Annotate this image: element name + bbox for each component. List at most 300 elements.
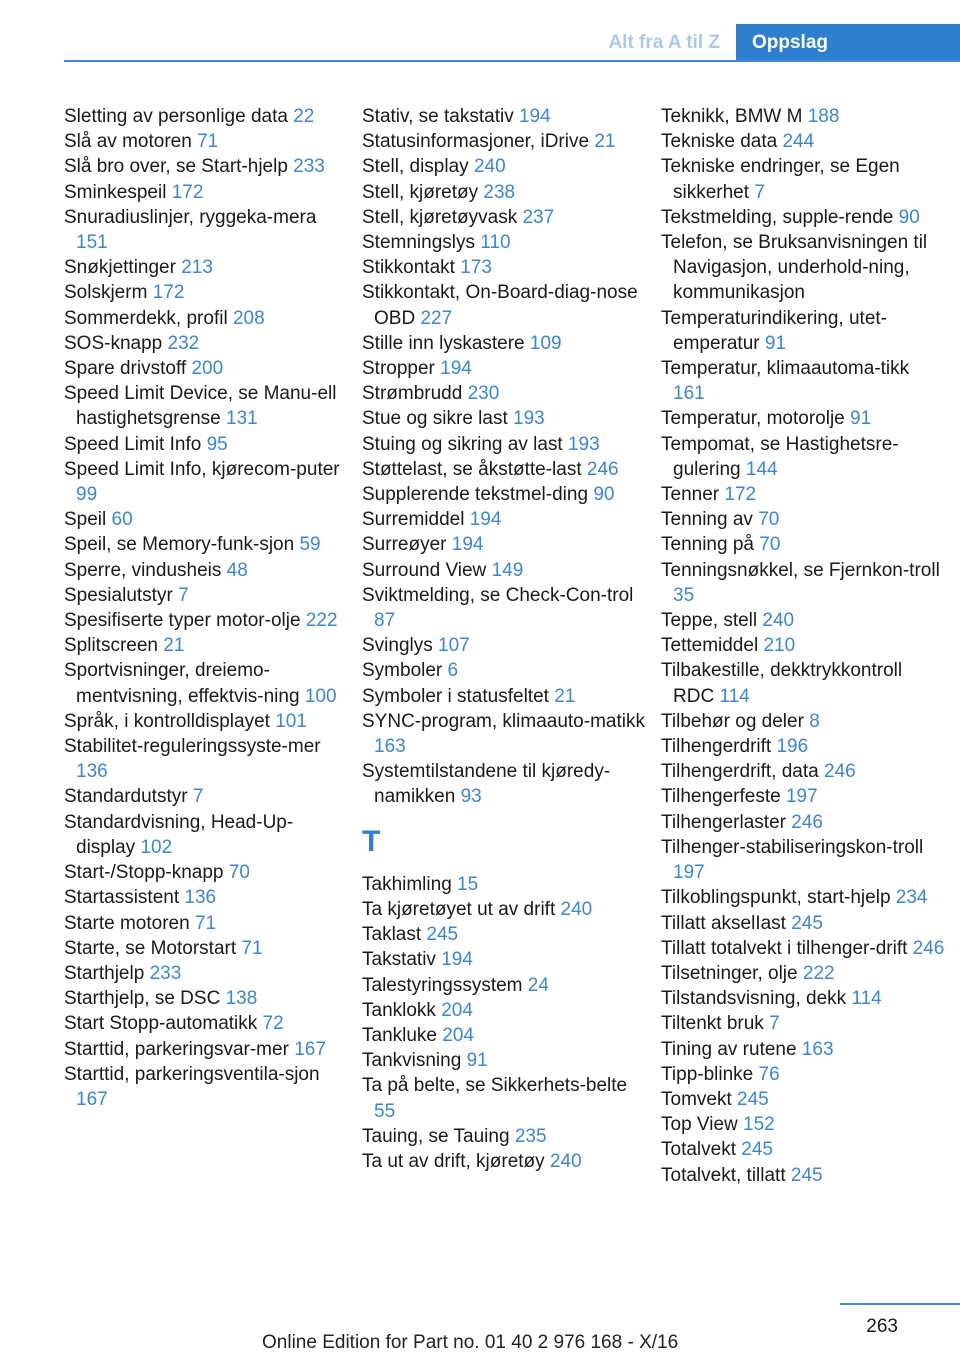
index-term: Stropper [362, 358, 435, 380]
index-term: Start Stopp-automatikk [64, 1013, 258, 1035]
page-link[interactable]: 208 [232, 307, 265, 329]
index-term: Ta på belte, se Sikkerhets-belte [362, 1075, 628, 1097]
page-link[interactable]: 240 [560, 898, 593, 920]
index-entry [362, 1048, 647, 1073]
page-link[interactable]: 235 [514, 1125, 547, 1147]
page-link[interactable]: 48 [226, 559, 248, 581]
index-entry [661, 1163, 946, 1188]
index-entry [661, 1087, 946, 1112]
index-term: Stell, display [362, 156, 469, 178]
index-term: Tenning på [661, 534, 754, 556]
page-link[interactable]: 144 [745, 458, 778, 480]
index-entry [64, 911, 349, 936]
page-link[interactable]: 194 [518, 106, 551, 127]
page-link[interactable]: 200 [191, 358, 224, 380]
index-term: Tilkoblingspunkt, start-hjelp [661, 887, 891, 909]
footer-rule [840, 1303, 960, 1305]
index-term: Tilstandsvisning, dekk [661, 988, 847, 1010]
index-entry [362, 973, 647, 998]
index-term: Stille inn lyskastere [362, 332, 525, 354]
page-link[interactable]: 70 [759, 534, 781, 556]
index-letter-heading: T [362, 824, 381, 858]
page-link[interactable]: 110 [480, 232, 511, 254]
index-term: Tilsetninger, olje [661, 962, 798, 984]
index-entry [64, 784, 349, 809]
index-entry [661, 558, 946, 608]
chapter-tab[interactable]: Oppslag [736, 24, 960, 62]
index-entry [362, 104, 647, 129]
index-term: Telefon, se Bruksanvisningen til Navigasjon, underhold-ning, kommunikasjon [661, 232, 928, 304]
index-entry [64, 734, 349, 784]
page-link[interactable]: 131 [226, 408, 258, 430]
index-entry [362, 432, 647, 457]
page-link[interactable]: 102 [140, 836, 173, 858]
page-header [0, 0, 960, 62]
index-entry [661, 961, 946, 986]
page-link[interactable]: 21 [163, 635, 185, 657]
index-entry [362, 947, 647, 972]
page-link[interactable]: 138 [225, 988, 258, 1010]
page-link[interactable]: 91 [466, 1050, 488, 1072]
page-link[interactable]: 21 [594, 131, 616, 153]
page-link[interactable]: 194 [441, 949, 473, 971]
index-term: Tining av rutene [661, 1038, 797, 1060]
page-link[interactable]: 222 [305, 610, 338, 632]
index-term: Starte, se Motorstart [64, 937, 237, 959]
index-term: Tilhengerlaster [661, 811, 786, 833]
index-entry [362, 922, 647, 947]
index-term: Stikkontakt [362, 257, 455, 279]
index-entry [64, 633, 349, 658]
index-term: Teknikk, BMW M [661, 106, 803, 127]
page-link[interactable]: 233 [149, 962, 182, 984]
index-term: Statusinformasjoner, iDrive [362, 131, 590, 153]
index-entry [661, 911, 946, 936]
page-link[interactable]: 163 [801, 1038, 834, 1060]
index-entry [64, 961, 349, 986]
page-link[interactable]: 246 [791, 811, 823, 833]
index-term: Stuing og sikring av last [362, 433, 563, 455]
index-term: Snøkjettinger [64, 257, 176, 279]
page-link[interactable]: 240 [473, 156, 506, 178]
page-link[interactable]: 55 [374, 1100, 396, 1122]
index-term: Stue og sikre last [362, 408, 508, 430]
page-link[interactable]: 197 [785, 786, 818, 808]
index-term: Sletting av personlige data [64, 106, 288, 127]
index-term: Sperre, vindusheis [64, 559, 222, 581]
page-link[interactable]: 245 [741, 1139, 773, 1161]
index-term: Talestyringssystem [362, 974, 523, 996]
index-term: Stell, kjøretøy [362, 181, 479, 203]
index-entry [64, 154, 349, 179]
page-link[interactable]: 172 [171, 181, 204, 203]
index-term: Temperatur, klimaautoma-tikk [661, 358, 910, 380]
index-entry [64, 608, 349, 633]
index-entry [661, 1112, 946, 1137]
page-link[interactable]: 173 [460, 257, 492, 279]
page-link[interactable]: 172 [152, 282, 185, 304]
index-entry [64, 129, 349, 154]
index-entry [362, 205, 647, 230]
index-term: Symboler i statusfeltet [362, 685, 549, 707]
page-link[interactable]: 237 [522, 206, 555, 228]
index-term: Stativ, se takstativ [362, 106, 514, 127]
page-link[interactable]: 240 [549, 1150, 582, 1172]
index-entry [64, 457, 349, 507]
index-entry [64, 810, 349, 860]
index-entry [661, 835, 946, 885]
index-term: Spesialutstyr [64, 584, 173, 606]
index-entry [362, 154, 647, 179]
index-term: Surremiddel [362, 509, 465, 531]
index-entry [661, 432, 946, 482]
index-term: Ta kjøretøyet ut av drift [362, 898, 556, 920]
index-term: Tilbehør og deler [661, 710, 804, 732]
page-link[interactable]: 91 [850, 408, 872, 430]
index-term: Speil [64, 509, 107, 531]
index-entry [64, 936, 349, 961]
page-link[interactable]: 99 [76, 484, 98, 506]
index-entry [362, 558, 647, 583]
index-entry [362, 684, 647, 709]
section-title: Alt fra A til Z [608, 32, 720, 53]
header-rule [64, 60, 960, 62]
index-term: Stabilitet-reguleringssyste-mer [64, 736, 321, 758]
index-entry [661, 658, 946, 708]
index-entry [64, 1062, 349, 1112]
index-entry [362, 872, 647, 897]
index-entry [661, 230, 946, 306]
index-term: Tilhengerdrift, data [661, 761, 819, 783]
index-term: Tauing, se Tauing [362, 1125, 510, 1147]
index-term: Sommerdekk, profil [64, 307, 228, 329]
page-link[interactable]: 213 [181, 257, 213, 279]
index-entry [64, 356, 349, 381]
index-term: Tillatt akselIast [661, 912, 786, 934]
page-link[interactable]: 197 [673, 862, 705, 884]
index-entry [362, 583, 647, 633]
index-entry [661, 1062, 946, 1087]
index-column-3 [661, 104, 946, 1188]
index-entry [661, 885, 946, 910]
page-link[interactable]: 15 [457, 873, 479, 895]
page-link[interactable]: 222 [802, 962, 835, 984]
page-link[interactable]: 232 [167, 332, 200, 354]
index-entry [661, 532, 946, 557]
index-entry [661, 1011, 946, 1036]
edition-line: Online Edition for Part no. 01 40 2 976 168 - X/16 [262, 1332, 679, 1353]
page-link[interactable]: 59 [299, 534, 321, 556]
index-entry [661, 784, 946, 809]
page-link[interactable]: 193 [513, 408, 545, 430]
page-link[interactable]: 172 [724, 484, 757, 506]
index-term: Snuradiuslinjer, ryggeka-mera [64, 206, 317, 228]
index-term: Støttelast, se åkstøtte-last [362, 458, 582, 480]
index-entry [661, 356, 946, 406]
index-term: Stemningslys [362, 232, 475, 254]
index-term: Tettemiddel [661, 635, 759, 657]
index-entry [64, 381, 349, 431]
index-entry [661, 734, 946, 759]
index-term: Språk, i kontrolldisplayet [64, 710, 270, 732]
page-number: 263 [866, 1316, 898, 1337]
index-term: SOS-knapp [64, 332, 163, 354]
page-link[interactable]: 35 [673, 584, 695, 606]
page-link[interactable]: 8 [809, 710, 820, 732]
index-entry [362, 230, 647, 255]
index-term: Temperaturindikering, utet-emperatur [661, 307, 887, 354]
page-link[interactable]: 196 [776, 736, 809, 758]
index-term: Solskjerm [64, 282, 148, 304]
index-entry [64, 180, 349, 205]
index-term: Standardvisning, Head-Up-display [64, 811, 294, 858]
page-link[interactable]: 245 [791, 912, 823, 934]
index-term: Tenner [661, 484, 720, 506]
index-entry [64, 860, 349, 885]
index-entry [661, 936, 946, 961]
index-term: Ta ut av drift, kjøretøy [362, 1150, 545, 1172]
page-link[interactable]: 114 [719, 685, 750, 707]
page-link[interactable]: 100 [304, 685, 337, 707]
page-link[interactable]: 70 [758, 509, 780, 531]
page-link[interactable]: 22 [293, 106, 315, 127]
page-link[interactable]: 87 [374, 610, 396, 632]
page-link[interactable]: 167 [294, 1038, 326, 1060]
page-link[interactable]: 234 [895, 887, 928, 909]
index-term: Tilbakestille, dekktrykkontroll RDC [661, 660, 903, 707]
index-entry [661, 608, 946, 633]
index-entry [362, 1149, 647, 1174]
index-entry [64, 255, 349, 280]
index-entry [362, 1124, 647, 1149]
index-entry [362, 1073, 647, 1123]
page-link[interactable]: 204 [441, 999, 473, 1021]
page-link[interactable]: 163 [374, 736, 406, 758]
page-link[interactable]: 136 [184, 887, 217, 909]
index-term: Start-/Stopp-knapp [64, 862, 224, 884]
page-link[interactable]: 90 [898, 206, 920, 228]
index-entry [64, 205, 349, 255]
index-entry [64, 104, 349, 129]
index-term: Totalvekt, tillatt [661, 1164, 786, 1186]
index-term: Tenningsnøkkel, se Fjernkon-troll [661, 559, 940, 581]
page-link[interactable]: 167 [76, 1088, 108, 1110]
index-entry [661, 482, 946, 507]
page-link[interactable]: 151 [76, 232, 108, 254]
index-term: Tilhengerfeste [661, 786, 781, 808]
index-entry [362, 897, 647, 922]
index-entry [362, 532, 647, 557]
page-link[interactable]: 91 [764, 332, 787, 354]
index-entry [661, 810, 946, 835]
page-link[interactable]: 24 [527, 974, 549, 996]
index-term: Sminkespeil [64, 181, 167, 203]
index-entry [661, 633, 946, 658]
index-term: Starthjelp [64, 962, 145, 984]
index-term: Stell, kjøretøyvask [362, 206, 518, 228]
index-entry [362, 709, 647, 759]
index-entry [661, 1137, 946, 1162]
index-entry [362, 998, 647, 1023]
index-column-1 [64, 104, 349, 1112]
index-term: Teppe, stell [661, 610, 758, 632]
page-link[interactable]: 93 [460, 786, 482, 808]
index-term: Startassistent [64, 887, 180, 909]
index-entry [362, 180, 647, 205]
index-term: Surreøyer [362, 534, 447, 556]
page-link[interactable]: 193 [567, 433, 600, 455]
index-term: Tenning av [661, 509, 753, 531]
page-link[interactable]: 188 [807, 106, 840, 127]
page-link[interactable]: 60 [111, 509, 133, 531]
page-link[interactable]: 71 [194, 912, 217, 934]
index-entry [661, 507, 946, 532]
page-link[interactable]: 245 [426, 924, 459, 946]
page-link[interactable]: 21 [554, 685, 576, 707]
page-link[interactable]: 72 [262, 1013, 284, 1035]
index-term: Tankluke [362, 1024, 437, 1046]
page-link[interactable]: 7 [754, 181, 765, 203]
index-entry [362, 759, 647, 809]
index-entry [362, 406, 647, 431]
index-term: Systemtilstandene til kjøredy-namikken [362, 761, 611, 808]
index-entry [362, 482, 647, 507]
page-link[interactable]: 90 [593, 484, 615, 506]
index-entry [362, 331, 647, 356]
index-term: Temperatur, motorolje [661, 408, 845, 430]
page-link[interactable]: 7 [178, 584, 189, 606]
index-term: Standardutstyr [64, 786, 188, 808]
index-term: Sviktmelding, se Check-Con-trol [362, 584, 634, 606]
index-term: Starttid, parkeringsventila-sjon [64, 1063, 320, 1085]
index-term: Tempomat, se Hastighetsre-gulering [661, 433, 899, 480]
page-link[interactable]: 71 [241, 937, 263, 959]
index-entry [64, 1037, 349, 1062]
index-term: Speed Limit Info [64, 433, 202, 455]
index-entry [362, 457, 647, 482]
index-entry [362, 356, 647, 381]
index-term: Tomvekt [661, 1088, 732, 1110]
index-term: Supplerende tekstmel-ding [362, 484, 589, 506]
index-term: Tanklokk [362, 999, 436, 1021]
index-term: Taklast [362, 924, 422, 946]
index-term: Sportvisninger, dreiemo-mentvisning, effektvis-ning [64, 660, 300, 707]
index-entry [362, 507, 647, 532]
index-term: Spesifiserte typer motor-olje [64, 610, 301, 632]
page-link[interactable]: 71 [197, 131, 219, 153]
page-link[interactable]: 70 [228, 862, 250, 884]
page-link[interactable]: 7 [192, 786, 204, 808]
page-link[interactable]: 194 [469, 509, 502, 531]
index-term: Top View [661, 1114, 738, 1136]
page-link[interactable]: 238 [483, 181, 516, 203]
index-term: Tilhenger-stabiliseringskon-troll [661, 836, 924, 858]
index-entry [64, 583, 349, 608]
index-entry [661, 759, 946, 784]
page-link[interactable]: 227 [420, 307, 453, 329]
index-term: Surround View [362, 559, 487, 581]
index-term: Slå av motoren [64, 131, 192, 153]
index-term: Takstativ [362, 949, 436, 971]
page-link[interactable]: 244 [782, 131, 815, 153]
index-term: Tekniske data [661, 131, 778, 153]
index-entry [64, 306, 349, 331]
page-link[interactable]: 152 [743, 1114, 775, 1136]
index-term: Tillatt totalvekt i tilhenger-drift [661, 937, 908, 959]
index-entry [661, 129, 946, 154]
index-column-2 [362, 104, 647, 1174]
index-entry [362, 255, 647, 280]
index-entry [64, 1011, 349, 1036]
index-term: Splitscreen [64, 635, 158, 657]
page-link[interactable]: 76 [758, 1063, 780, 1085]
page-link[interactable]: 101 [275, 710, 307, 732]
index-term: Takhimling [362, 873, 452, 895]
page-link[interactable]: 246 [824, 761, 856, 783]
index-entry [64, 709, 349, 734]
page-link[interactable]: 233 [293, 156, 325, 178]
page-link[interactable]: 114 [851, 988, 882, 1010]
page-link[interactable]: 136 [76, 761, 108, 783]
index-term: Symboler [362, 660, 443, 682]
index-term: Spare drivstoff [64, 358, 187, 380]
index-term: Tankvisning [362, 1050, 462, 1072]
page-link[interactable]: 245 [737, 1088, 769, 1110]
index-term: Strømbrudd [362, 383, 463, 405]
index-term: Slå bro over, se Start-hjelp [64, 156, 288, 178]
index-entry [64, 532, 349, 557]
index-entry [661, 104, 946, 129]
index-entry [661, 986, 946, 1011]
index-term: Totalvekt [661, 1139, 736, 1161]
index-entry [64, 658, 349, 708]
index-term: Tekstmelding, supple-rende [661, 206, 894, 228]
index-term: Starthjelp, se DSC [64, 988, 221, 1010]
page-link[interactable]: 246 [586, 458, 619, 480]
index-entry [661, 406, 946, 431]
index-entry [64, 986, 349, 1011]
index-entry [661, 306, 946, 356]
page-link[interactable]: 6 [447, 660, 459, 682]
page-link[interactable]: 210 [763, 635, 796, 657]
page-link[interactable]: 109 [529, 332, 562, 354]
page-link[interactable]: 240 [762, 610, 795, 632]
index-term: Speed Limit Info, kjørecom-puter [64, 458, 340, 480]
page-link[interactable]: 107 [438, 635, 470, 657]
page-link[interactable]: 194 [451, 534, 484, 556]
page-link[interactable]: 246 [912, 937, 945, 959]
index-entry [64, 280, 349, 305]
index-entry [362, 1023, 647, 1048]
page-link[interactable]: 245 [790, 1164, 823, 1186]
index-entry [362, 658, 647, 683]
page-link[interactable]: 204 [442, 1024, 474, 1046]
index-entry [64, 432, 349, 457]
page-link[interactable]: 230 [467, 383, 500, 405]
index-entry [661, 154, 946, 204]
page-link[interactable]: 194 [440, 358, 472, 380]
index-term: Speil, se Memory-funk-sjon [64, 534, 295, 556]
page-link[interactable]: 161 [673, 383, 705, 405]
page-link[interactable]: 95 [206, 433, 228, 455]
page-link[interactable]: 149 [491, 559, 524, 581]
index-term: Speed Limit Device, se Manu-ell hastighetsgrense [64, 383, 337, 430]
index-entry [362, 280, 647, 330]
index-term: Stikkontakt, On-Board-diag-nose OBD [362, 282, 638, 329]
page-link[interactable]: 7 [769, 1013, 780, 1035]
index-term: Tiltenkt bruk [661, 1013, 764, 1035]
index-entry [661, 1037, 946, 1062]
